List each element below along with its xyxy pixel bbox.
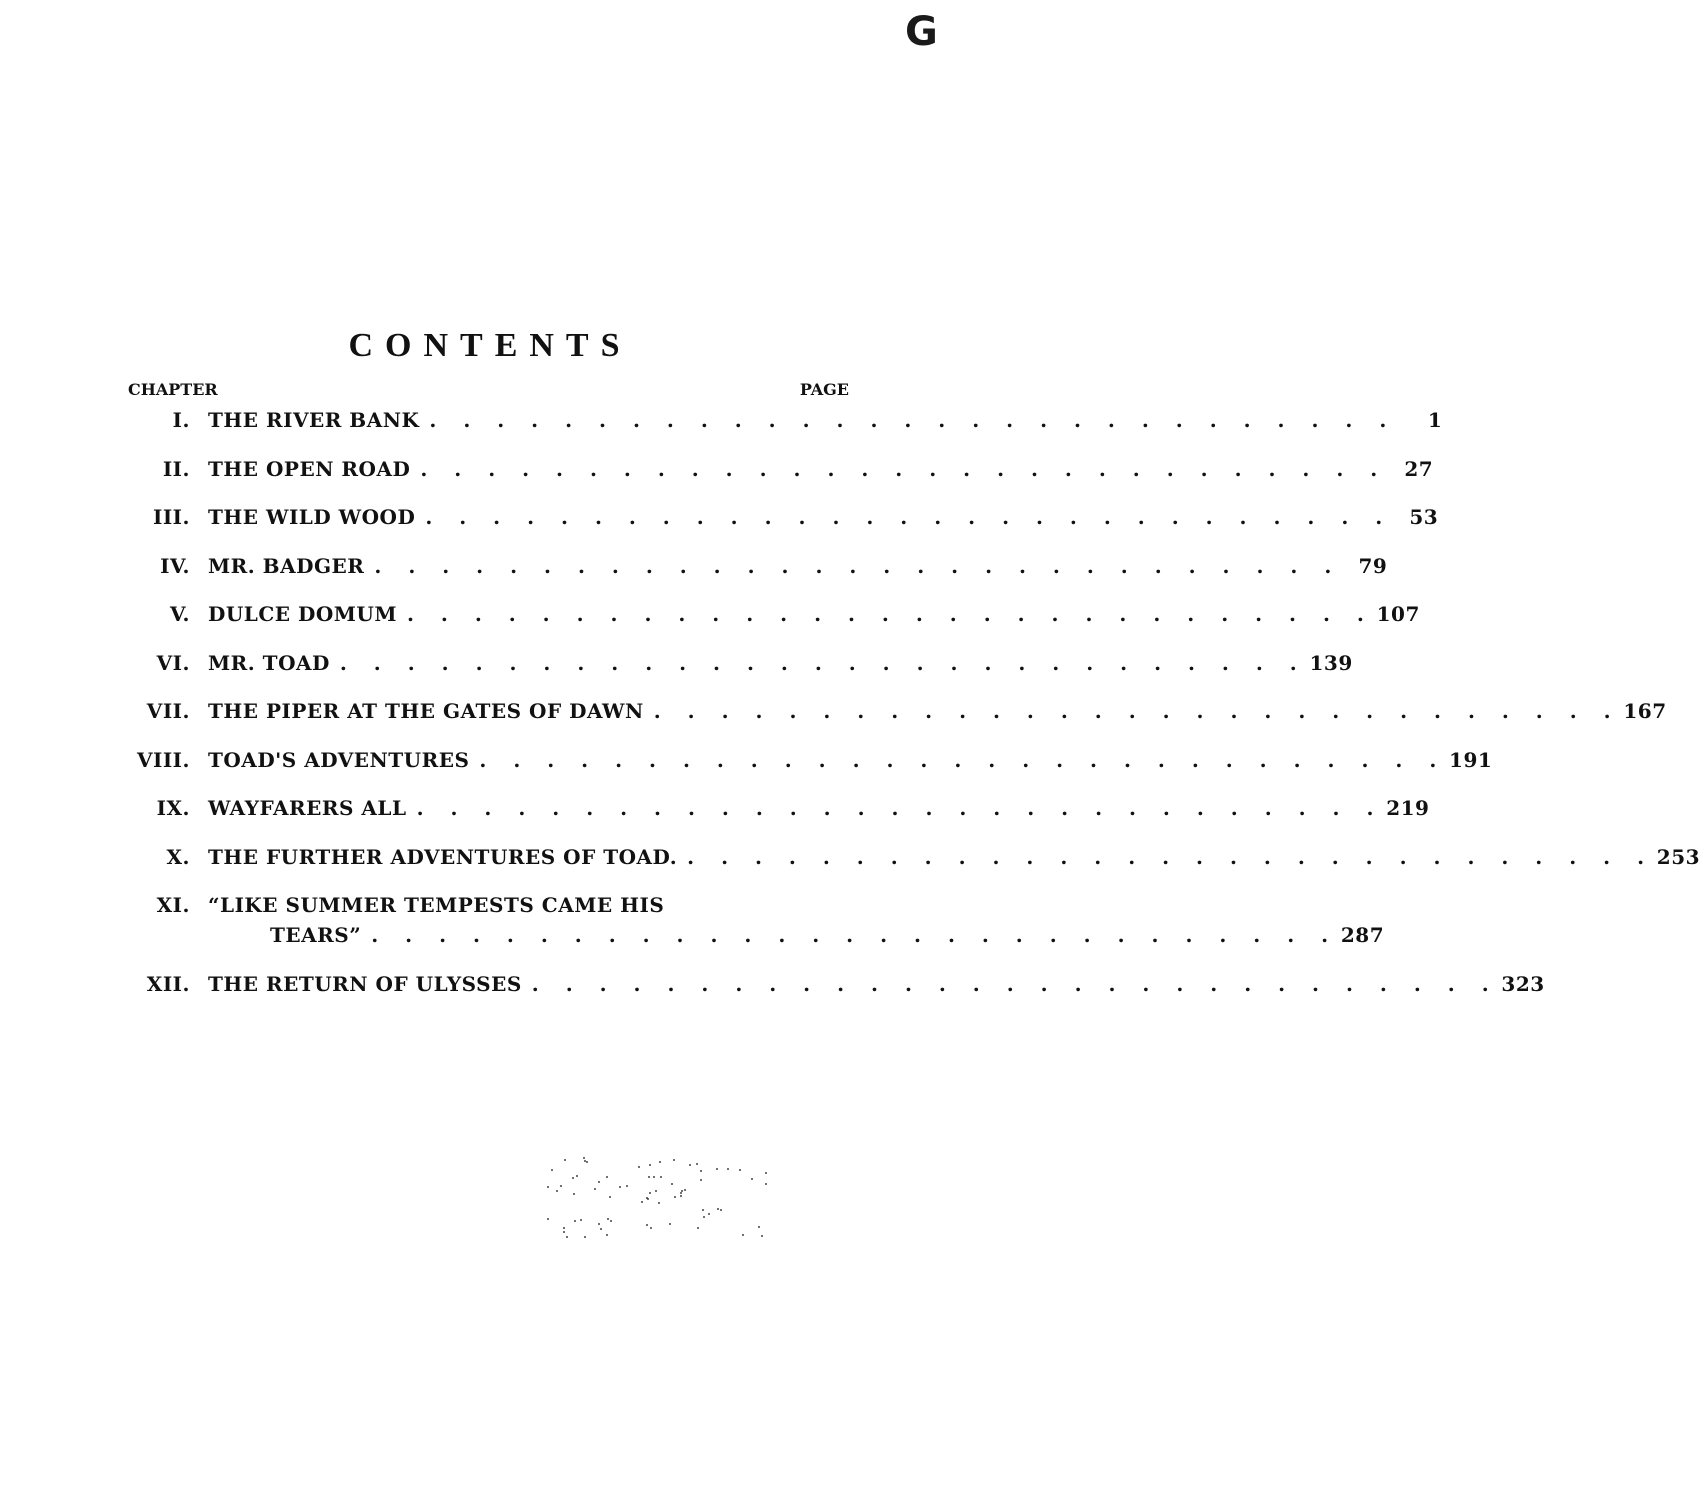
chapter-number: V. xyxy=(170,602,190,626)
stamp-speck xyxy=(572,1177,574,1179)
page-number: 139 xyxy=(1309,650,1353,675)
chapter-number: XI. xyxy=(156,893,190,917)
chapter-title: MR. TOAD xyxy=(208,650,330,675)
toc-entry xyxy=(128,891,1385,970)
page-number: 287 xyxy=(1340,923,1385,947)
chapter-column-header: CHAPTER xyxy=(128,380,218,399)
toc-entry xyxy=(128,503,1439,552)
toc-entry xyxy=(128,649,1353,698)
chapter-title-continuation: TEARS” xyxy=(270,923,362,947)
dot-leader: . . . . . . . . . . . . . . . . . . . . . . . . . . . . . xyxy=(374,553,1342,578)
stamp-speck xyxy=(653,1176,655,1178)
stamp-speck xyxy=(609,1196,611,1198)
chapter-number: II. xyxy=(162,456,190,481)
stamp-speck xyxy=(717,1208,719,1210)
toc-entry xyxy=(128,843,1700,892)
chapter-title: THE RETURN OF ULYSSES xyxy=(208,972,522,996)
stamp-speck xyxy=(673,1159,675,1161)
stamp-speck xyxy=(697,1227,699,1229)
stamp-speck xyxy=(689,1164,691,1166)
dot-leader: . . . . . . . . . . . . . . . . . . . . . . . . . . . . . xyxy=(416,796,1384,820)
stamp-speck xyxy=(674,1196,676,1198)
stamp-speck xyxy=(739,1169,741,1171)
toc-entry xyxy=(128,406,1443,455)
toc-entry xyxy=(128,697,1667,746)
chapter-number: VII. xyxy=(146,699,190,723)
chapter-title: DULCE DOMUM xyxy=(208,602,397,626)
chapter-title: THE OPEN ROAD xyxy=(208,456,411,481)
toc-entry xyxy=(128,552,1388,601)
stamp-speck xyxy=(584,1236,586,1238)
stamp-speck xyxy=(646,1224,648,1226)
stamp-speck xyxy=(641,1201,643,1203)
page-number: 1 xyxy=(1427,408,1443,432)
page-number: 27 xyxy=(1404,456,1434,481)
stamp-speck xyxy=(584,1160,586,1162)
stamp-speck xyxy=(646,1197,648,1199)
stamp-speck xyxy=(680,1195,682,1197)
stamp-speck xyxy=(696,1163,698,1165)
stamp-speck xyxy=(580,1219,582,1221)
stamp-speck xyxy=(638,1166,640,1168)
faded-library-stamp xyxy=(545,1145,785,1245)
stamp-speck xyxy=(563,1231,565,1233)
chapter-title: THE WILD WOOD xyxy=(208,505,416,529)
stamp-speck xyxy=(547,1186,549,1188)
toc-entry xyxy=(128,970,1545,1019)
page-number: 191 xyxy=(1449,747,1493,772)
dot-leader: . . . . . . . . . . . . . . . . . . . . . . . . . . . . . xyxy=(339,650,1307,675)
page-column-header: PAGE xyxy=(799,380,849,399)
stamp-speck xyxy=(650,1227,652,1229)
stamp-speck xyxy=(560,1185,562,1187)
dot-leader: . . . . . . . . . . . . . . . . . . . . . . . . . . . . . xyxy=(406,602,1374,626)
chapter-title: WAYFARERS ALL xyxy=(208,796,407,820)
stamp-speck xyxy=(594,1188,596,1190)
stamp-speck xyxy=(751,1178,753,1180)
chapter-title: “LIKE SUMMER TEMPESTS CAME HIS xyxy=(208,893,665,917)
stamp-speck xyxy=(564,1159,566,1161)
page-number: 253 xyxy=(1656,844,1700,869)
page-number: 323 xyxy=(1501,972,1545,996)
stamp-speck xyxy=(658,1202,660,1204)
stamp-speck xyxy=(758,1226,760,1228)
stamp-speck xyxy=(573,1193,575,1195)
chapter-number: IX. xyxy=(156,796,190,820)
toc-entry xyxy=(128,794,1430,843)
stamp-speck xyxy=(700,1170,702,1172)
dot-leader: . . . . . . . . . . . . . . . . . . . . . . . . . . . . . xyxy=(420,456,1388,481)
stamp-speck xyxy=(761,1235,763,1237)
stamp-speck xyxy=(649,1192,651,1194)
stamp-speck xyxy=(720,1209,722,1211)
chapter-title: THE RIVER BANK xyxy=(208,408,420,432)
dot-leader: . . . . . . . . . . . . . . . . . . . . . . . . . . . . . xyxy=(531,972,1499,996)
stamp-speck xyxy=(727,1168,729,1170)
handwritten-corner-mark: G xyxy=(905,9,938,55)
stamp-speck xyxy=(742,1234,744,1236)
chapter-number: IV. xyxy=(160,553,190,578)
stamp-speck xyxy=(703,1216,705,1218)
stamp-speck xyxy=(700,1179,702,1181)
page-number: 167 xyxy=(1623,699,1667,723)
chapter-number: X. xyxy=(166,844,190,869)
stamp-speck xyxy=(547,1218,549,1220)
stamp-speck xyxy=(600,1228,602,1230)
stamp-speck xyxy=(765,1172,767,1174)
stamp-speck xyxy=(551,1169,553,1171)
stamp-speck xyxy=(649,1164,651,1166)
page-number: 79 xyxy=(1358,553,1388,578)
stamp-speck xyxy=(648,1176,650,1178)
dot-leader: . . . . . . . . . . . . . . . . . . . . . . . . . . . . . xyxy=(371,923,1339,947)
stamp-speck xyxy=(556,1190,558,1192)
stamp-speck xyxy=(586,1161,588,1163)
chapter-title: TOAD'S ADVENTURES xyxy=(208,747,470,772)
dot-leader: . . . . . . . . . . . . . . . . . . . . . . . . . . . . . xyxy=(425,505,1393,529)
stamp-speck xyxy=(607,1218,609,1220)
stamp-speck xyxy=(619,1186,621,1188)
stamp-speck xyxy=(606,1176,608,1178)
stamp-speck xyxy=(574,1220,576,1222)
stamp-speck xyxy=(583,1157,585,1159)
stamp-speck xyxy=(669,1223,671,1225)
stamp-speck xyxy=(680,1192,682,1194)
stamp-speck xyxy=(563,1227,565,1229)
stamp-speck xyxy=(626,1185,628,1187)
page-number: 53 xyxy=(1409,505,1439,529)
stamp-speck xyxy=(598,1181,600,1183)
toc-entry xyxy=(128,746,1493,795)
chapter-title: THE FURTHER ADVENTURES OF TOAD. xyxy=(208,844,678,869)
stamp-speck xyxy=(660,1176,662,1178)
stamp-speck xyxy=(671,1183,673,1185)
toc-entry xyxy=(128,600,1420,649)
chapter-title: THE PIPER AT THE GATES OF DAWN xyxy=(208,699,644,723)
dot-leader: . . . . . . . . . . . . . . . . . . . . . . . . . . . . . xyxy=(687,844,1655,869)
page-number: 219 xyxy=(1386,796,1430,820)
stamp-speck xyxy=(659,1161,661,1163)
stamp-speck xyxy=(598,1223,600,1225)
stamp-speck xyxy=(765,1183,767,1185)
dot-leader: . . . . . . . . . . . . . . . . . . . . . . . . . . . . . xyxy=(479,747,1447,772)
page-title: CONTENTS xyxy=(348,326,632,364)
chapter-number: XII. xyxy=(146,972,190,996)
stamp-speck xyxy=(702,1209,704,1211)
stamp-speck xyxy=(655,1190,657,1192)
stamp-speck xyxy=(610,1220,612,1222)
stamp-speck xyxy=(716,1168,718,1170)
chapter-number: VI. xyxy=(156,650,190,675)
chapter-number: I. xyxy=(172,408,190,432)
stamp-speck xyxy=(576,1175,578,1177)
stamp-speck xyxy=(684,1189,686,1191)
chapter-title: MR. BADGER xyxy=(208,553,365,578)
dot-leader: . . . . . . . . . . . . . . . . . . . . . . . . . . . . . xyxy=(429,408,1397,432)
stamp-speck xyxy=(566,1236,568,1238)
chapter-number: VIII. xyxy=(136,747,190,772)
stamp-speck xyxy=(606,1234,608,1236)
dot-leader: . . . . . . . . . . . . . . . . . . . . . . . . . . . . . xyxy=(653,699,1621,723)
table-of-contents xyxy=(128,406,1700,1019)
chapter-number: III. xyxy=(152,505,190,529)
page-number: 107 xyxy=(1376,602,1420,626)
toc-entry xyxy=(128,455,1434,504)
stamp-speck xyxy=(708,1213,710,1215)
